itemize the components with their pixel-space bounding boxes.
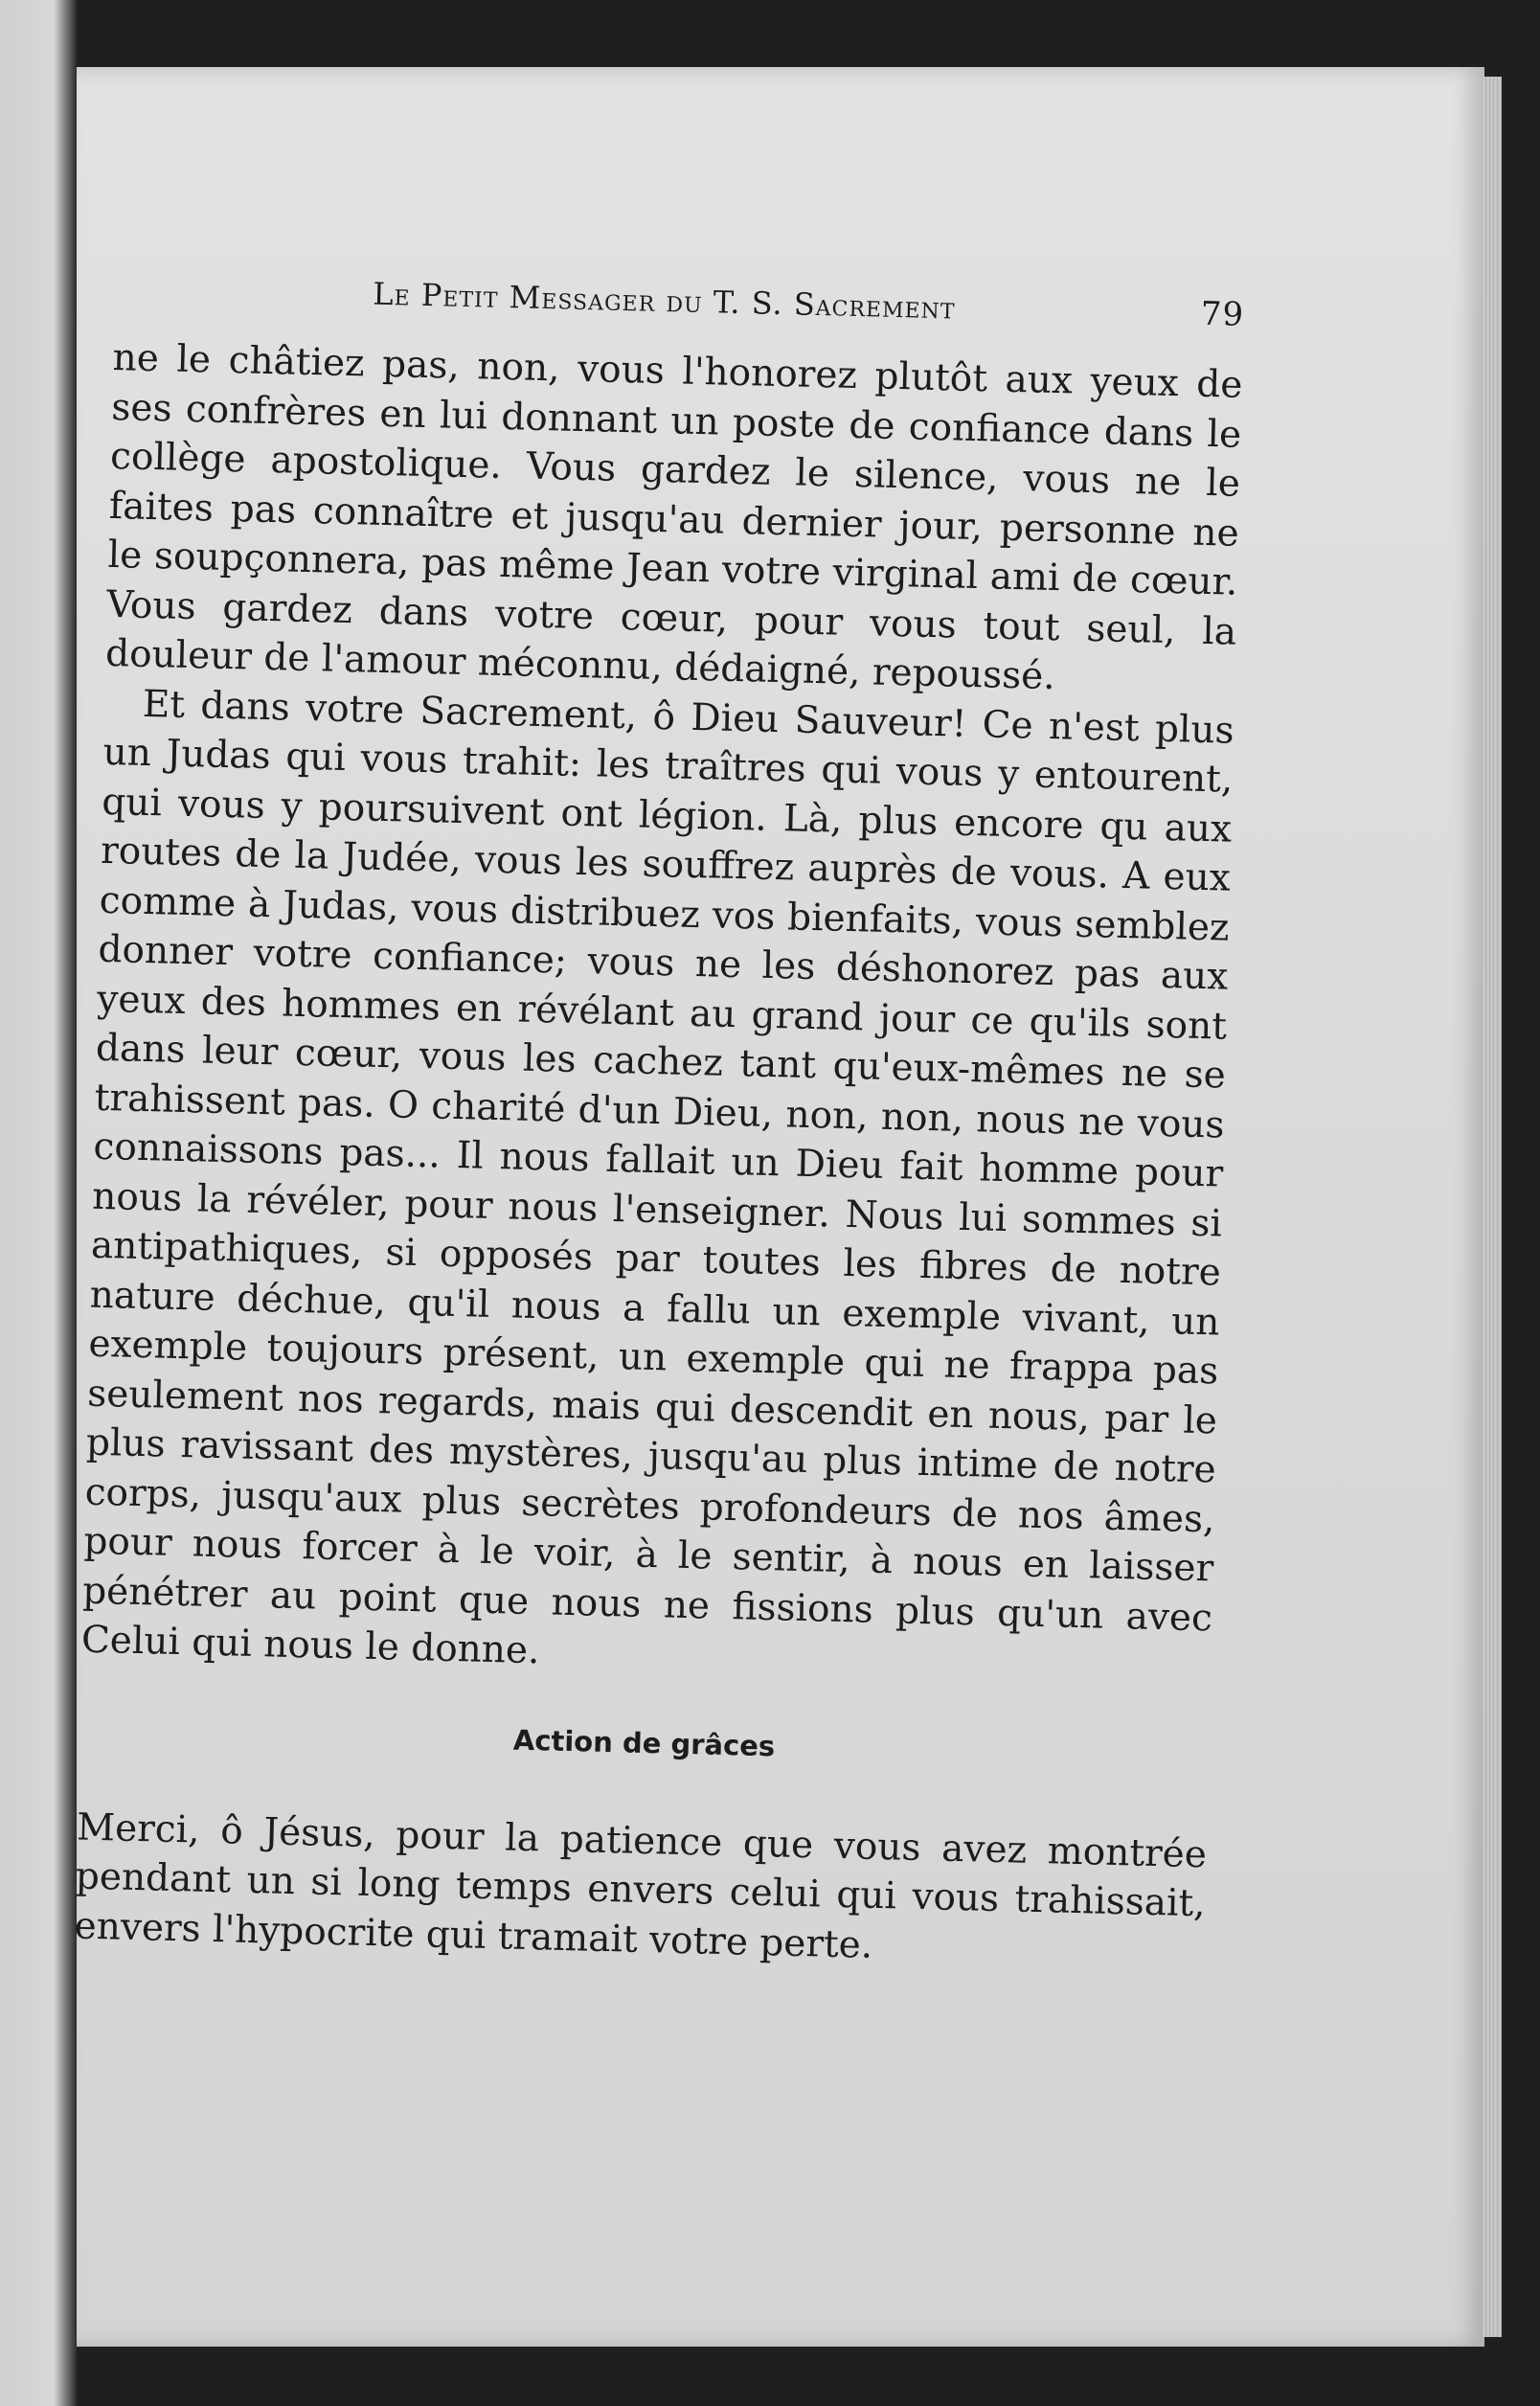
previous-page-edge: [0, 0, 77, 2406]
paragraph-1: ne le châtiez pas, non, vous l'honorez plutôt aux yeux de ses confrères en lui donnant un poste de confiance dans le collège apostolique. Vous gardez le silence, vous ne le faites pas connaître et jusqu'au dernier jour, personne ne le soupçonnera, pas même Jean votre virginal ami de cœur. Vous gardez dans votre cœur, pour vous tout seul, la douleur de l'amour méconnu, dédaigné, repoussé.: [104, 335, 1243, 699]
page-number: 79: [1200, 294, 1245, 334]
page-stack-edge: [1483, 77, 1502, 2337]
running-head-title: Le Petit Messager du T. S. Sacrement: [372, 275, 957, 327]
section-heading: Action de grâces: [512, 1723, 776, 1762]
closing-paragraph: Merci, ô Jésus, pour la patience que vous avez montrée pendant un si long temps envers celui qui vous trahissait, envers l'hypocrite qui tramait votre perte.: [74, 1805, 1208, 1967]
paragraph-2: Et dans votre Sacrement, ô Dieu Sauveur! Ce n'est plus un Judas qui vous trahit: les traîtres qui vous y entourent, qui vous y poursuivent ont légion. Là, plus encore qu aux routes de la Judée, vous les souffrez auprès de vous. A eux comme à Judas, vous distribuez vos bienfaits, vous semblez donner votre confiance; vous ne les déshonorez pas aux yeux des hommes en révélant au grand jour ce qu'ils sont dans leur cœur, vous les cachez tant qu'eux-mêmes ne se trahissent pas. O charité d'un Dieu, non, non, nous ne vous connaissons pas... Il nous fallait un Dieu fait homme pour nous la révéler, pour nous l'enseigner. Nous lui sommes si antipathiques, si opposés par toutes les fibres de notre nature déchue, qu'il nous a fallu un exemple vivant, un exemple toujours présent, un exemple qui ne frappa pas seulement nos regards, mais qui descendit en nous, par le plus ravissant des mystères, jusqu'au plus intime de notre corps, jusqu'aux plus secrètes profondeurs de nos âmes, pour nous forcer à le voir, à le sentir, à nous en laisser pénétrer au point que nous ne fissions plus qu'un avec Celui qui nous le donne.: [80, 682, 1235, 1673]
page-content: [74, 268, 1245, 1978]
body-text: [80, 333, 1243, 1692]
